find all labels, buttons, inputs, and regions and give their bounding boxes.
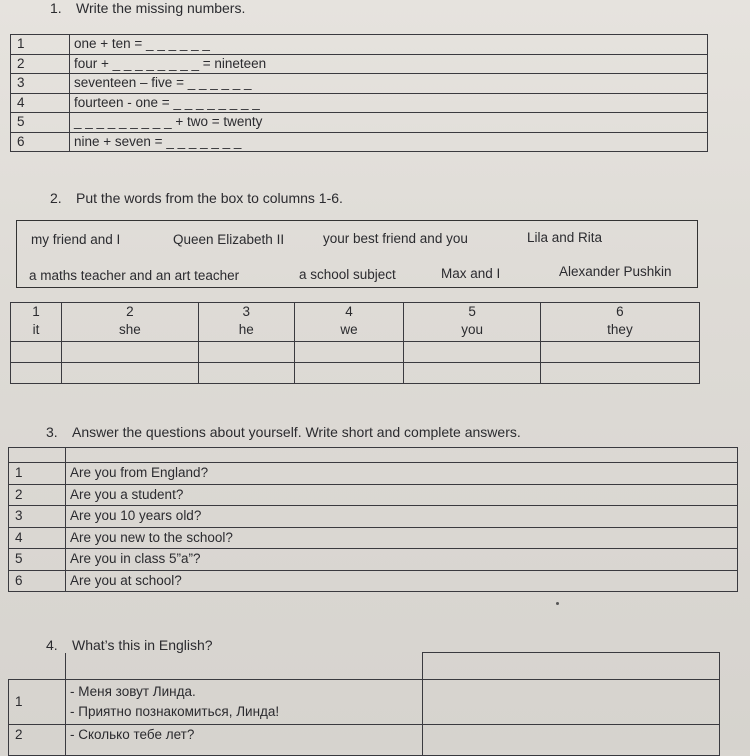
column-number: 3 <box>242 304 250 319</box>
answer-cell[interactable] <box>404 363 541 384</box>
questions-table <box>8 447 738 592</box>
answer-cell[interactable] <box>423 725 720 756</box>
column-header <box>294 303 404 342</box>
row-number: 1 <box>9 680 66 725</box>
box-word: Alexander Pushkin <box>559 264 672 279</box>
box-word: a school subject <box>299 267 396 282</box>
table-row <box>9 725 720 756</box>
row-number: 3 <box>11 74 70 94</box>
row-number: 6 <box>9 570 66 592</box>
section3-title: Answer the questions about yourself. Write short and complete answers. <box>72 424 521 440</box>
exercise-cell: one + ten = _ _ _ _ _ _ <box>70 35 708 55</box>
table-row <box>11 303 700 342</box>
column-header <box>62 303 199 342</box>
question-cell: Are you a student? <box>66 484 738 506</box>
exercise-cell: _ _ _ _ _ _ _ _ _ + two = twenty <box>70 113 708 133</box>
column-number: 5 <box>468 304 476 319</box>
column-word: she <box>118 322 141 337</box>
question-cell: Are you 10 years old? <box>66 506 738 528</box>
section4-title: What’s this in English? <box>72 637 213 653</box>
table-row <box>9 653 720 680</box>
question-cell: Are you in class 5”a”? <box>66 549 738 571</box>
answer-cell[interactable] <box>11 363 62 384</box>
answer-cell[interactable] <box>294 363 404 384</box>
table-row <box>11 132 708 152</box>
row-number: 5 <box>11 113 70 133</box>
missing-numbers-table <box>10 34 708 152</box>
section1-title: Write the missing numbers. <box>76 0 246 16</box>
russian-cell <box>66 653 423 680</box>
answer-cell[interactable] <box>62 363 199 384</box>
column-word: we <box>340 322 358 337</box>
answer-cell[interactable] <box>198 342 294 363</box>
column-number: 6 <box>616 304 624 319</box>
column-word: they <box>607 322 633 337</box>
row-number <box>9 653 66 680</box>
russian-line: - Меня зовут Линда. <box>70 684 196 699</box>
answer-cell[interactable] <box>540 342 699 363</box>
answer-cell[interactable] <box>423 680 720 725</box>
section2-heading <box>50 190 343 206</box>
table-row <box>9 527 738 549</box>
section1-heading <box>50 0 245 16</box>
column-number: 2 <box>126 304 134 319</box>
column-number: 4 <box>345 304 353 319</box>
exercise-cell: four + _ _ _ _ _ _ _ _ = nineteen <box>70 54 708 74</box>
table-row <box>9 463 738 485</box>
table-row <box>11 342 700 363</box>
table-row <box>9 570 738 592</box>
section4-heading <box>46 637 213 653</box>
question-cell: Are you new to the school? <box>66 527 738 549</box>
section3-number: 3. <box>46 424 58 440</box>
table-row <box>9 506 738 528</box>
section3-heading <box>46 424 521 440</box>
row-number: 6 <box>11 132 70 152</box>
box-word: your best friend and you <box>323 231 468 246</box>
answer-cell[interactable] <box>62 342 199 363</box>
translation-table <box>8 652 720 756</box>
column-word: it <box>32 322 40 337</box>
table-row <box>9 549 738 571</box>
word-box <box>16 220 698 288</box>
row-number: 4 <box>11 93 70 113</box>
table-row <box>9 680 720 725</box>
russian-cell <box>66 725 423 756</box>
row-number: 2 <box>11 54 70 74</box>
section4-number: 4. <box>46 637 58 653</box>
box-word: my friend and I <box>31 232 121 247</box>
section2-number: 2. <box>50 190 62 206</box>
exercise-cell: fourteen - one = _ _ _ _ _ _ _ _ <box>70 93 708 113</box>
pencil-dot <box>556 602 559 605</box>
table-row <box>11 54 708 74</box>
russian-line: - Сколько тебе лет? <box>70 727 195 742</box>
question-cell: Are you at school? <box>66 570 738 592</box>
section2-title: Put the words from the box to columns 1-6. <box>76 190 343 206</box>
row-number: 2 <box>9 725 66 756</box>
answer-cell[interactable] <box>198 363 294 384</box>
answer-cell[interactable] <box>404 342 541 363</box>
answer-cell[interactable] <box>540 363 699 384</box>
pronoun-columns-table <box>10 302 700 384</box>
answer-cell[interactable] <box>423 653 720 680</box>
box-word: Queen Elizabeth II <box>173 232 285 247</box>
row-number: 2 <box>9 484 66 506</box>
column-word: he <box>238 322 254 337</box>
question-cell: Are you from England? <box>66 463 738 485</box>
table-row <box>11 35 708 55</box>
exercise-cell: seventeen – five = _ _ _ _ _ _ <box>70 74 708 94</box>
exercise-cell: nine + seven = _ _ _ _ _ _ _ <box>70 132 708 152</box>
table-row <box>9 448 738 463</box>
column-header <box>198 303 294 342</box>
answer-cell[interactable] <box>294 342 404 363</box>
column-header <box>540 303 699 342</box>
box-word: Lila and Rita <box>527 230 603 245</box>
row-number: 3 <box>9 506 66 528</box>
box-word: a maths teacher and an art teacher <box>29 268 240 283</box>
table-row <box>11 363 700 384</box>
answer-cell[interactable] <box>11 342 62 363</box>
column-header <box>11 303 62 342</box>
row-number: 5 <box>9 549 66 571</box>
section1-number: 1. <box>50 0 62 16</box>
box-word: Max and I <box>441 266 501 281</box>
column-header <box>404 303 541 342</box>
table-row <box>9 484 738 506</box>
russian-line: - Приятно познакомиться, Линда! <box>70 704 280 719</box>
russian-cell <box>66 680 423 725</box>
column-number: 1 <box>32 304 40 319</box>
row-number: 1 <box>11 35 70 55</box>
table-row <box>11 74 708 94</box>
row-number: 4 <box>9 527 66 549</box>
question-cell <box>66 448 738 463</box>
row-number: 1 <box>9 463 66 485</box>
table-row <box>11 93 708 113</box>
column-word: you <box>461 322 483 337</box>
table-row <box>11 113 708 133</box>
row-number <box>9 448 66 463</box>
